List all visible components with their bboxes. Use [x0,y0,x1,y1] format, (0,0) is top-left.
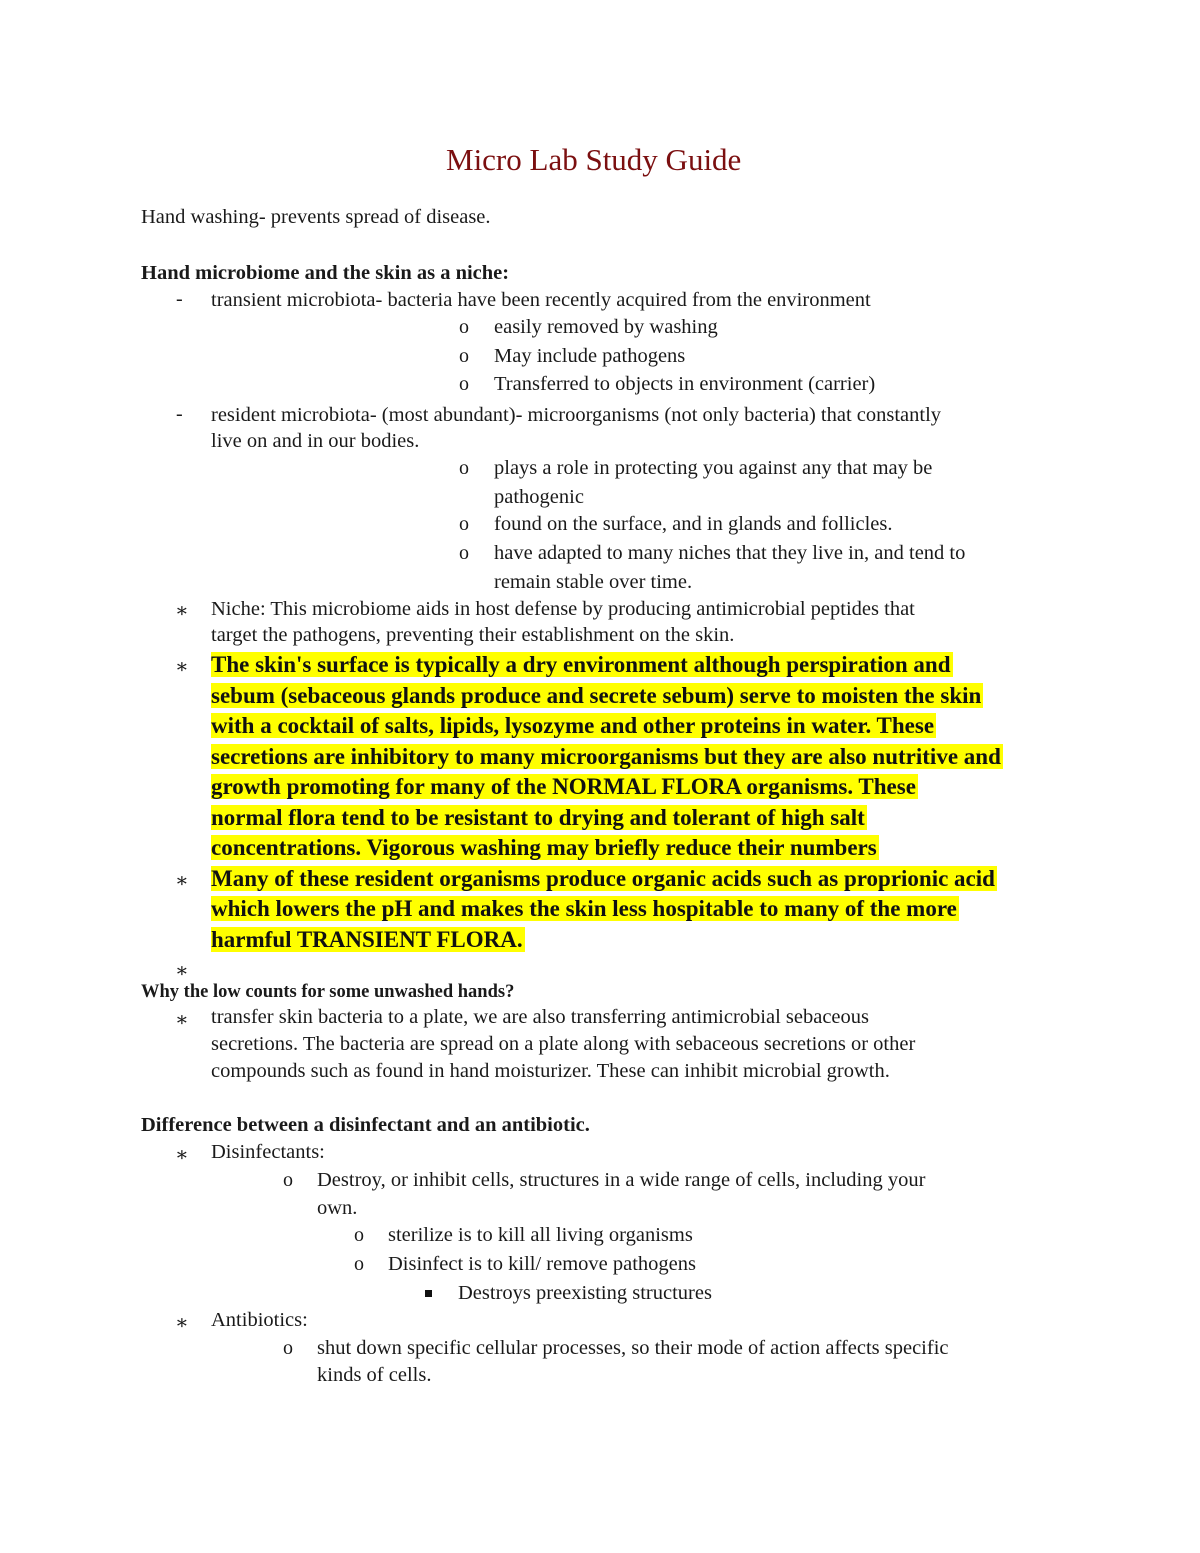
highlighted-line [211,774,918,800]
highlighted-line [211,713,936,739]
circle-bullet: o [354,1224,364,1246]
circle-bullet: o [459,345,469,367]
circle-bullet: o [283,1337,293,1359]
asterisk-bullet: ∗ [175,1144,189,1166]
section-heading-unwashed-hands: Why the low counts for some unwashed hands? [141,982,515,1002]
section-heading-hand-microbiome: Hand microbiome and the skin as a niche: [141,262,510,284]
intro-text: Hand washing- prevents spread of disease. [141,206,491,228]
highlighted-line [211,835,879,861]
asterisk-bullet: ∗ [175,870,189,892]
resident-microbiota-line: live on and in our bodies. [211,430,420,452]
circle-bullet: o [459,542,469,564]
highlighted-line [211,927,525,953]
highlighted-line [211,866,997,892]
highlighted-line [211,683,983,709]
highlighted-text: with a cocktail of salts, lipids, lysozyme and other proteins in water. These [211,713,935,738]
list-item: pathogenic [494,486,584,508]
list-item: remain stable over time. [494,571,693,593]
list-item: Disinfect is to kill/ remove pathogens [388,1253,697,1275]
disinfectants-sub-line: own. [317,1197,358,1219]
highlighted-text: harmful TRANSIENT FLORA. [211,927,523,952]
circle-bullet: o [283,1169,293,1191]
antibiotics-label: Antibiotics: [211,1309,308,1331]
highlighted-line [211,805,867,831]
unwashed-hands-line: compounds such as found in hand moisturizer. These can inhibit microbial growth. [211,1060,890,1082]
niche-line: Niche: This microbiome aids in host defense by producing antimicrobial peptides that [211,598,915,620]
dash-bullet: - [176,403,183,425]
circle-bullet: o [459,316,469,338]
list-item: have adapted to many niches that they live in, and tend to [494,542,966,564]
highlighted-text: normal flora tend to be resistant to drying and tolerant of high salt [211,805,865,830]
square-bullet-icon [425,1290,432,1297]
asterisk-bullet: ∗ [175,1312,189,1334]
highlighted-text: concentrations. Vigorous washing may briefly reduce their numbers [211,835,877,860]
circle-bullet: o [459,373,469,395]
asterisk-bullet: ∗ [175,656,189,678]
asterisk-bullet: ∗ [175,600,189,622]
list-item: Transferred to objects in environment (carrier) [494,373,876,395]
circle-bullet: o [354,1253,364,1275]
highlighted-text: which lowers the pH and makes the skin less hospitable to many of the more [211,896,957,921]
list-item: sterilize is to kill all living organisms [388,1224,693,1246]
list-item: easily removed by washing [494,316,718,338]
highlighted-line [211,652,953,678]
highlighted-line [211,896,959,922]
antibiotics-sub-line: shut down specific cellular processes, so their mode of action affects specific [317,1337,949,1359]
highlighted-text: growth promoting for many of the NORMAL FLORA organisms. These [211,774,916,799]
list-item: Destroys preexisting structures [458,1282,712,1304]
resident-microbiota-line: resident microbiota- (most abundant)- microorganisms (not only bacteria) that constantly [211,404,942,426]
page-title: Micro Lab Study Guide [446,142,742,177]
disinfectants-label: Disinfectants: [211,1141,325,1163]
asterisk-bullet: ∗ [175,960,189,982]
list-item: May include pathogens [494,345,686,367]
highlighted-text: secretions are inhibitory to many microorganisms but they are also nutritive and [211,744,1001,769]
highlighted-line [211,744,1003,770]
transient-microbiota-text: transient microbiota- bacteria have been recently acquired from the environment [211,289,871,311]
highlighted-text: sebum (sebaceous glands produce and secrete sebum) serve to moisten the skin [211,683,982,708]
highlighted-text: The skin's surface is typically a dry environment although perspiration and [211,652,951,677]
list-item: found on the surface, and in glands and follicles. [494,513,893,535]
disinfectants-sub-line: Destroy, or inhibit cells, structures in a wide range of cells, including your [317,1169,926,1191]
circle-bullet: o [459,513,469,535]
antibiotics-sub-line: kinds of cells. [317,1364,432,1386]
circle-bullet: o [459,457,469,479]
niche-line: target the pathogens, preventing their establishment on the skin. [211,624,735,646]
dash-bullet: - [176,288,183,310]
asterisk-bullet: ∗ [175,1009,189,1031]
list-item: plays a role in protecting you against any that may be [494,457,933,479]
unwashed-hands-line: transfer skin bacteria to a plate, we are also transferring antimicrobial sebaceous [211,1006,869,1028]
unwashed-hands-line: secretions. The bacteria are spread on a plate along with sebaceous secretions or other [211,1033,916,1055]
highlighted-text: Many of these resident organisms produce organic acids such as proprionic acid [211,866,995,891]
section-heading-disinfectant-vs-antibiotic: Difference between a disinfectant and an antibiotic. [141,1114,590,1136]
